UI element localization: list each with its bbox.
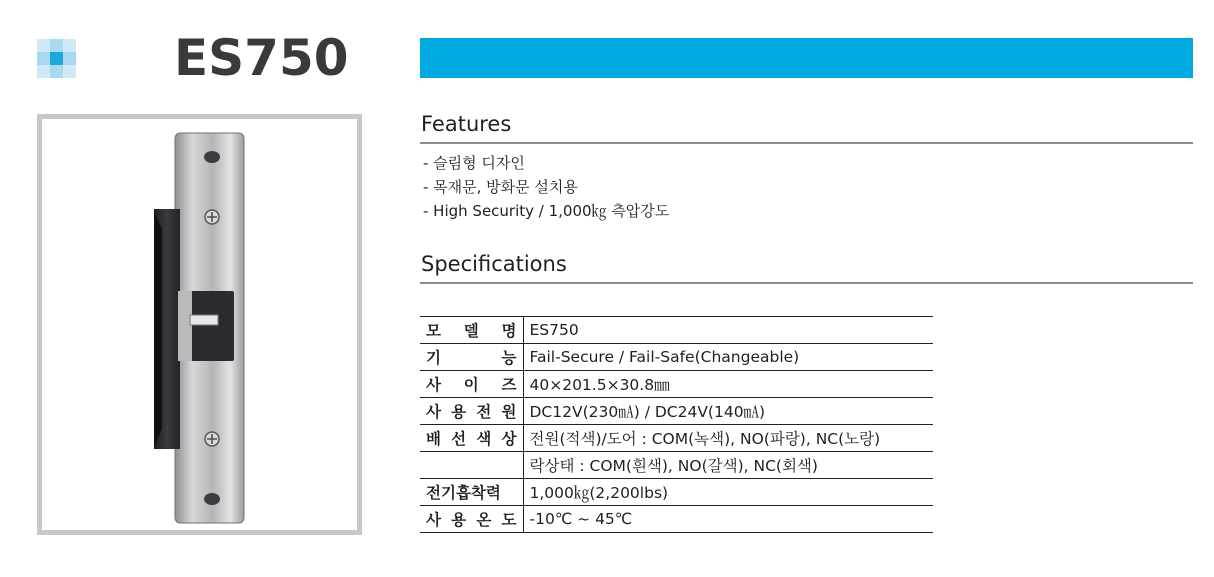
square-grid-icon: [37, 39, 76, 78]
table-row: [420, 452, 933, 479]
table-row: [420, 398, 933, 425]
table-row: [420, 425, 933, 452]
page-title: ES750: [174, 29, 349, 87]
spec-label: 모 델 명: [420, 317, 523, 344]
spec-label: 전기흡착력: [420, 479, 523, 506]
product-photo-frame: [37, 114, 362, 535]
spec-value: 40×201.5×30.8㎜: [523, 371, 933, 398]
table-row: [420, 344, 933, 371]
feature-item: - 슬림형 디자인: [423, 154, 525, 172]
features-divider: [420, 142, 1193, 144]
table-row: [420, 506, 933, 533]
spec-label: 배 선 색 상: [420, 425, 523, 452]
specifications-divider: [420, 282, 1193, 284]
spec-value: 전원(적색)/도어 : COM(녹색), NO(파랑), NC(노랑): [523, 425, 933, 452]
electric-strike-photo: [42, 119, 357, 530]
specifications-table: [420, 316, 933, 533]
spec-label: 사 용 전 원: [420, 398, 523, 425]
specifications-heading: Specifications: [421, 252, 567, 276]
spec-value: Fail-Secure / Fail-Safe(Changeable): [523, 344, 933, 371]
spec-value: -10℃ ~ 45℃: [523, 506, 933, 533]
table-row: [420, 479, 933, 506]
spec-value: ES750: [523, 317, 933, 344]
spec-value: 락상태 : COM(흰색), NO(갈색), NC(회색): [523, 452, 933, 479]
spec-label: 사 이 즈: [420, 371, 523, 398]
title-accent-bar: [420, 38, 1193, 78]
feature-item: - High Security / 1,000㎏ 측압강도: [423, 202, 670, 220]
spec-label: 기 능: [420, 344, 523, 371]
features-heading: Features: [421, 112, 512, 136]
spec-label: 사 용 온 도: [420, 506, 523, 533]
spec-label: [420, 452, 523, 479]
features-list: [423, 151, 669, 223]
table-row: [420, 371, 933, 398]
feature-item: - 목재문, 방화문 설치용: [423, 178, 578, 196]
spec-value: DC12V(230㎃) / DC24V(140㎃): [523, 398, 933, 425]
table-row: [420, 317, 933, 344]
spec-value: 1,000㎏(2,200lbs): [523, 479, 933, 506]
